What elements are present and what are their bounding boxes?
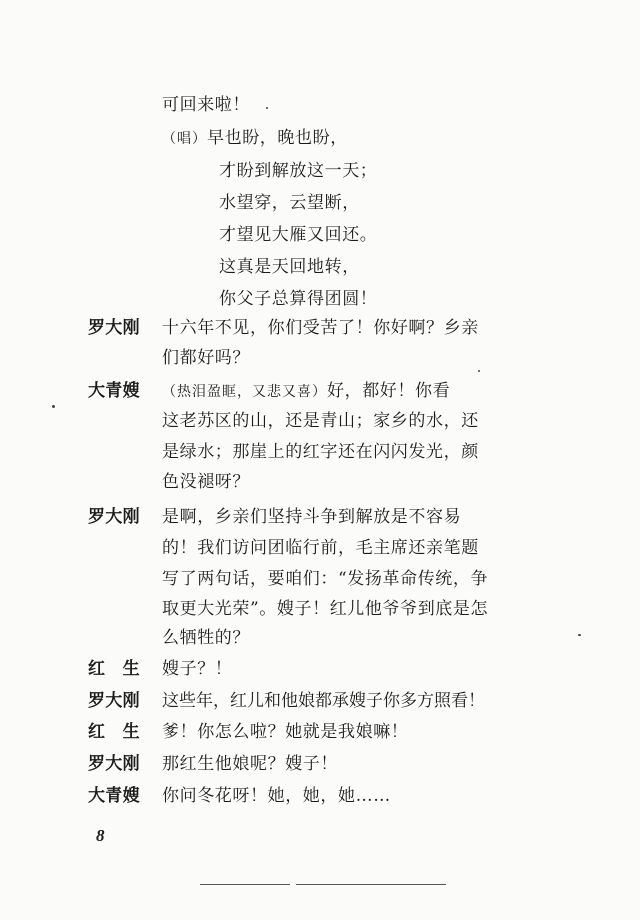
song-line: [219, 256, 360, 278]
dialogue-text: 才盼到解放这一天；: [219, 161, 378, 181]
speaker-name: 罗大刚: [88, 507, 140, 527]
script-line: [162, 127, 348, 150]
stage-direction: （热泪盈眶，又悲又喜）: [162, 384, 327, 400]
script-line: [162, 721, 408, 743]
script-line: [162, 690, 485, 712]
dialogue-text: 色没褪呀？: [162, 472, 250, 492]
scan-speck: [478, 370, 480, 372]
script-line: [162, 568, 488, 590]
dialogue-text: 这些年，红儿和他娘都承嫂子你多方照看！: [162, 691, 485, 711]
dialogue-text: 那红生他娘呢？嫂子！: [162, 754, 338, 774]
speaker-name: 大青嫂: [88, 786, 140, 806]
scan-speck: [578, 634, 581, 636]
scan-speck: [52, 405, 55, 408]
dialogue-text: 十六年不见，你们受苦了！你好啊？乡亲: [162, 318, 479, 338]
stage-direction: （唱）: [162, 131, 207, 147]
script-line: [162, 94, 250, 116]
scan-speck: [266, 107, 268, 109]
dialogue-text: 取更大光荣”。嫂子！红儿他爷爷到底是怎: [162, 599, 489, 619]
speaker-name: 罗大刚: [88, 318, 140, 338]
dialogue-text: 好，都好！你看: [327, 381, 451, 401]
speaker-name: 罗大刚: [88, 691, 140, 711]
song-line: [219, 224, 377, 246]
script-line: [162, 410, 479, 432]
dialogue-text: 写了两句话，要咱们：“发扬革命传统，争: [162, 569, 489, 589]
script-line: [162, 441, 479, 463]
scan-rule: [296, 884, 446, 885]
song-line: [219, 192, 360, 214]
dialogue-text: 么牺牲的？: [162, 628, 250, 648]
dialogue-text: 嫂子？！: [162, 659, 233, 679]
speaker-name: 红 生: [88, 722, 140, 742]
song-line: [219, 160, 377, 182]
dialogue-text: 早也盼，晚也盼，: [207, 128, 348, 148]
script-line: [162, 317, 479, 339]
script-line: [162, 658, 232, 680]
speaker-name: 红 生: [88, 659, 140, 679]
script-line: [162, 537, 479, 559]
script-line: [162, 380, 450, 403]
dialogue-text: 你问冬花呀！她，她，她……: [162, 786, 391, 806]
script-line: [162, 785, 391, 807]
script-line: [162, 598, 488, 620]
speaker-name: 罗大刚: [88, 754, 140, 774]
dialogue-text: 们都好吗？: [162, 348, 250, 368]
script-line: [162, 506, 461, 528]
dialogue-text: 你父子总算得团圆！: [219, 289, 378, 309]
dialogue-text: 是绿水；那崖上的红字还在闪闪发光，颜: [162, 442, 479, 462]
song-line: [219, 288, 377, 310]
dialogue-text: 是啊，乡亲们坚持斗争到解放是不容易: [162, 507, 462, 527]
dialogue-text: 这真是天回地转，: [219, 257, 360, 277]
scan-rule: [200, 884, 290, 885]
dialogue-text: 水望穿，云望断，: [219, 193, 360, 213]
script-line: [162, 347, 250, 369]
script-line: [162, 753, 338, 775]
dialogue-text: 的！我们访问团临行前，毛主席还亲笔题: [162, 538, 479, 558]
dialogue-text: 爹！你怎么啦？她就是我娘嘛！: [162, 722, 409, 742]
speaker-name: 大青嫂: [88, 381, 140, 401]
script-line: [162, 471, 250, 493]
dialogue-text: 这老苏区的山，还是青山；家乡的水，还: [162, 411, 479, 431]
dialogue-text: 可回来啦！: [162, 95, 250, 115]
page-number: 8: [96, 826, 105, 845]
dialogue-text: 才望见大雁又回还。: [219, 225, 378, 245]
script-line: [162, 627, 250, 649]
